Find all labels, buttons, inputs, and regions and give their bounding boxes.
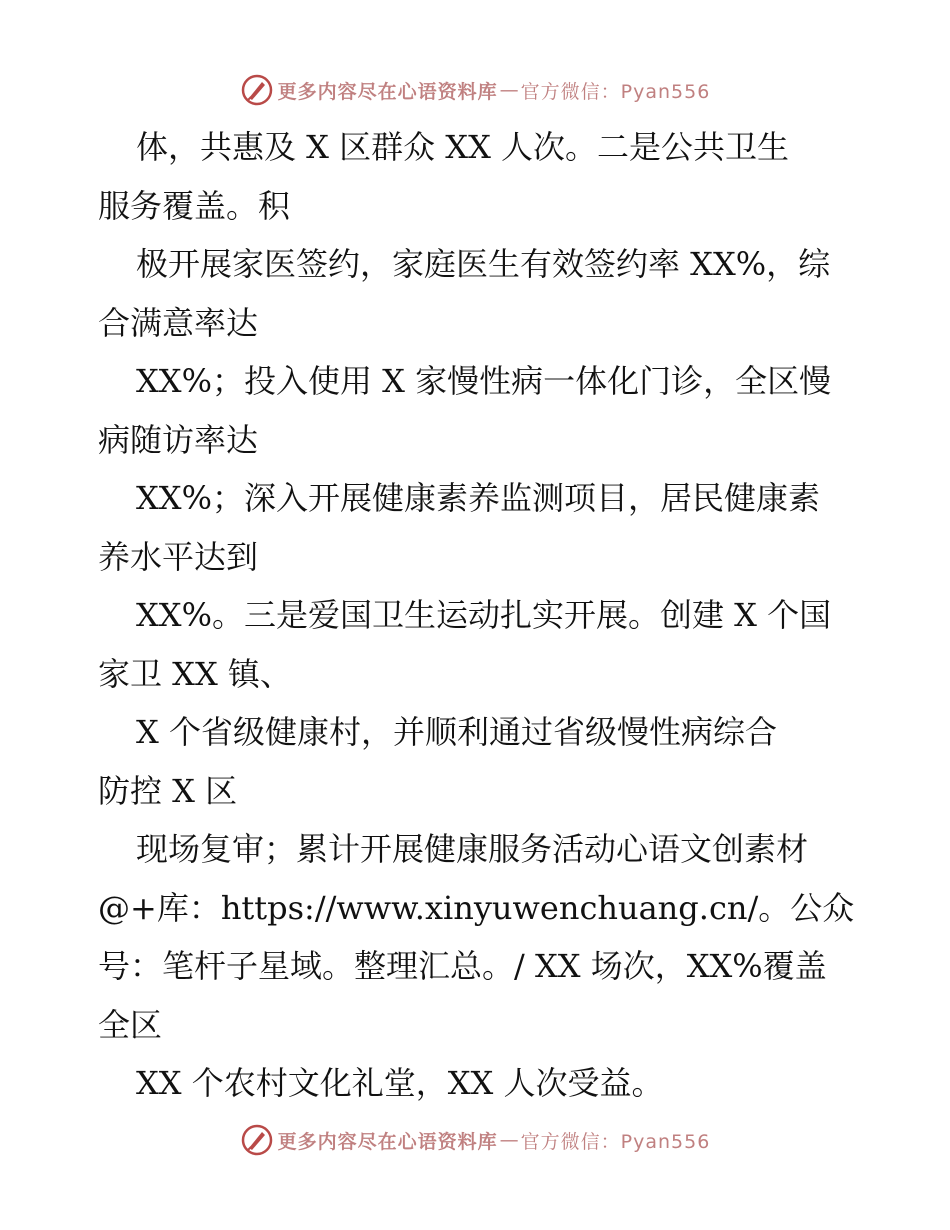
watermark-contact: 官方微信：Pyan556	[520, 80, 711, 103]
text-line-8: 养水平达到	[98, 537, 259, 576]
quill-pen-logo-icon	[240, 73, 274, 107]
watermark-contact: 官方微信：Pyan556	[520, 1130, 711, 1153]
text-line	[98, 177, 858, 236]
text-line-3: 极开展家医签约，家庭医生有效签约率 XX%，综	[136, 245, 831, 283]
text-line	[98, 879, 858, 938]
footer-watermark	[0, 1120, 950, 1160]
text-line-4: 合满意率达	[98, 303, 259, 342]
text-line	[98, 411, 858, 470]
text-line	[98, 528, 858, 587]
text-line-13: 现场复审；累计开展健康服务活动心语文创素材	[136, 830, 809, 868]
watermark-text: 更多内容尽在心语资料库	[277, 80, 498, 103]
text-line-9: XX%。三是爱国卫生运动扎实开展。创建 X 个国	[136, 596, 832, 634]
text-line	[98, 352, 858, 411]
text-line-17: XX 个农村文化礼堂，XX 人次受益。	[136, 1064, 664, 1102]
text-line-2: 服务覆盖。积	[98, 186, 291, 225]
text-line	[98, 118, 858, 177]
text-line	[98, 762, 858, 821]
text-line-5: XX%；投入使用 X 家慢性病一体化门诊，全区慢	[136, 362, 832, 400]
text-line-1: 体，共惠及 X 区群众 XX 人次。二是公共卫生	[136, 128, 790, 166]
text-line	[98, 937, 858, 996]
watermark-separator: —	[499, 79, 519, 101]
text-line-15: 号：笔杆子星域。整理汇总。/ XX 场次，XX%覆盖	[98, 947, 827, 985]
text-line	[98, 820, 858, 879]
text-line	[98, 235, 858, 294]
text-line	[98, 703, 858, 762]
text-line	[98, 469, 858, 528]
text-line-10: 家卫 XX 镇、	[98, 654, 292, 693]
text-line-11: X 个省级健康村，并顺利通过省级慢性病综合	[136, 713, 777, 751]
text-line-6: 病随访率达	[98, 420, 259, 459]
text-line-14: @+库：https://www.xinyuwenchuang.cn/。公众	[98, 888, 855, 927]
quill-pen-logo-icon	[240, 1123, 274, 1157]
text-line	[98, 1054, 858, 1113]
text-line-16: 全区	[98, 1005, 163, 1044]
watermark-separator: —	[499, 1129, 519, 1151]
text-line	[98, 645, 858, 704]
watermark-text: 更多内容尽在心语资料库	[277, 1130, 498, 1153]
text-line-12: 防控 X 区	[98, 771, 238, 810]
text-line	[98, 294, 858, 353]
text-line-7: XX%；深入开展健康素养监测项目，居民健康素	[136, 479, 820, 517]
text-line	[98, 996, 858, 1055]
text-line	[98, 586, 858, 645]
document-body	[98, 118, 858, 1113]
header-watermark	[0, 70, 950, 110]
